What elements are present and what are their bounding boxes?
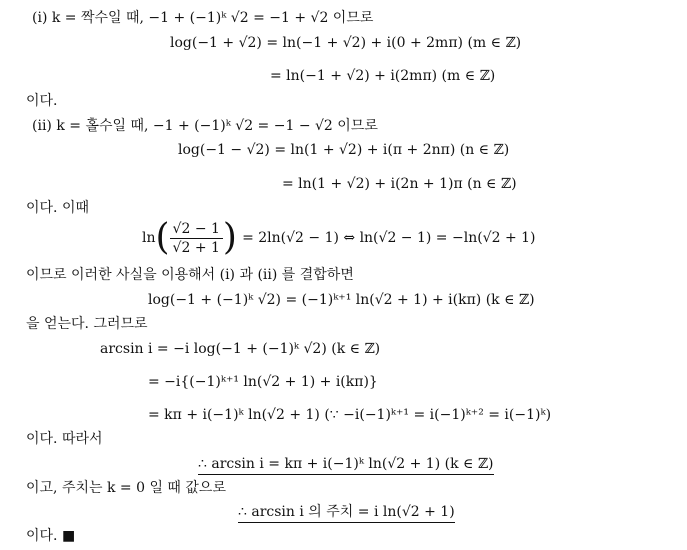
text-line-end: 이다. ■ bbox=[26, 528, 76, 544]
case-i-heading: (i) k = 짝수일 때, −1 + (−1)ᵏ √2 = −1 + √2 이므로 bbox=[32, 10, 374, 26]
equation-combined-log: log(−1 + (−1)ᵏ √2) = (−1)ᵏ⁺¹ ln(√2 + 1) + i(kπ) (k ∈ ℤ) bbox=[148, 292, 535, 308]
equation-arcsin-3: = kπ + i(−1)ᵏ ln(√2 + 1) (∵ −i(−1)ᵏ⁺¹ = i(−1)ᵏ⁺² = i(−1)ᵏ) bbox=[148, 407, 552, 423]
fraction-denominator: √2 + 1 bbox=[172, 239, 220, 256]
equation-arcsin-1: arcsin i = −i log(−1 + (−1)ᵏ √2) (k ∈ ℤ) bbox=[100, 341, 381, 357]
equation-case-i-simplified: = ln(−1 + √2) + i(2mπ) (m ∈ ℤ) bbox=[270, 68, 496, 84]
left-paren: ( bbox=[155, 217, 170, 258]
ln-label: ln bbox=[142, 230, 156, 246]
text-line: 이므로 이러한 사실을 이용해서 (i) 과 (ii) 를 결합하면 bbox=[26, 267, 354, 283]
equation-rest: = 2ln(√2 − 1) ⇔ ln(√2 − 1) = −ln(√2 + 1) bbox=[242, 230, 536, 246]
text-line: 을 얻는다. 그러므로 bbox=[26, 316, 148, 332]
text-line: 이다. bbox=[26, 93, 58, 109]
text-line: 이다. 따라서 bbox=[26, 431, 103, 447]
right-paren: ) bbox=[222, 217, 237, 258]
equation-case-i-log: log(−1 + √2) = ln(−1 + √2) + i(0 + 2mπ) (m ∈ ℤ) bbox=[170, 35, 522, 51]
result-general: ∴ arcsin i = kπ + i(−1)ᵏ ln(√2 + 1) (k ∈ ℤ) bbox=[198, 455, 494, 475]
equation-case-ii-log: log(−1 − √2) = ln(1 + √2) + i(π + 2nπ) (n ∈ ℤ) bbox=[178, 142, 510, 158]
result-principal-value: ∴ arcsin i 의 주치 = i ln(√2 + 1) bbox=[238, 503, 455, 523]
text-line: 이고, 주치는 k = 0 일 때 값으로 bbox=[26, 480, 226, 496]
text-line: 이다. 이때 bbox=[26, 200, 89, 216]
case-ii-heading: (ii) k = 홀수일 때, −1 + (−1)ᵏ √2 = −1 − √2 이므로 bbox=[32, 118, 378, 134]
equation-ln-identity bbox=[142, 217, 536, 258]
fraction-numerator: √2 − 1 bbox=[170, 221, 223, 239]
equation-arcsin-2: = −i{(−1)ᵏ⁺¹ ln(√2 + 1) + i(kπ)} bbox=[148, 374, 378, 390]
fraction bbox=[170, 221, 223, 256]
equation-case-ii-simplified: = ln(1 + √2) + i(2n + 1)π (n ∈ ℤ) bbox=[282, 176, 517, 192]
